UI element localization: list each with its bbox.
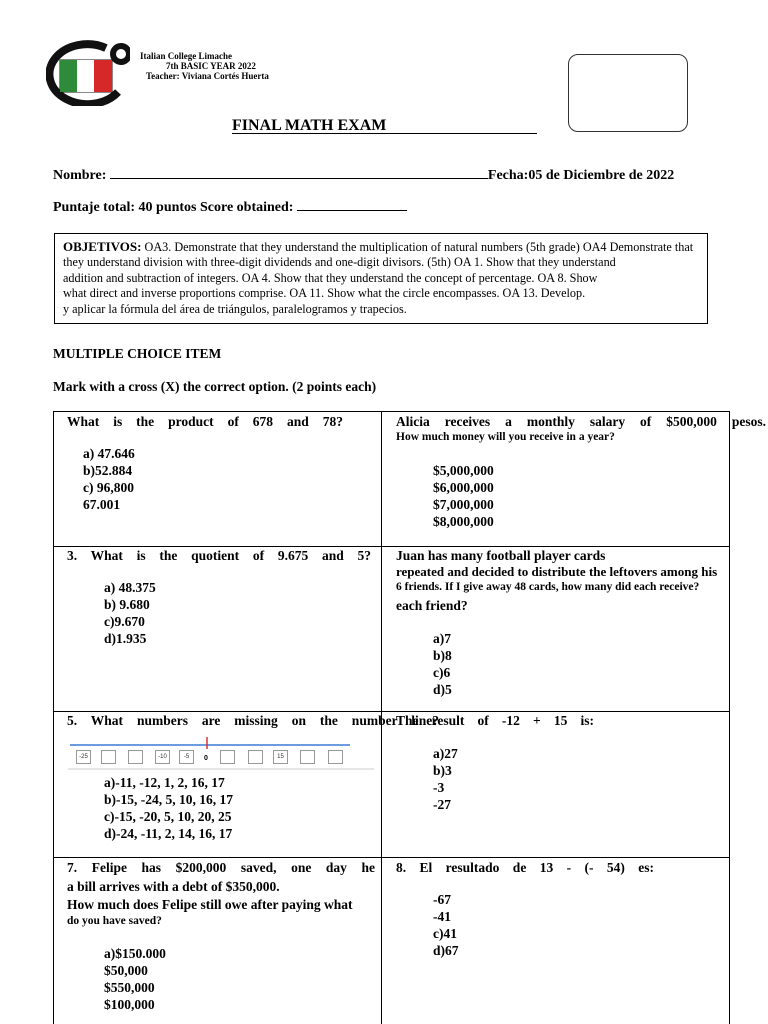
question-8-text: 8. El resultado de 13 - (- 54) es:: [396, 860, 654, 875]
option-label[interactable]: b)3: [433, 763, 452, 778]
grade-box: [568, 54, 688, 132]
school-year: 7th BASIC YEAR 2022: [166, 61, 256, 71]
option-label[interactable]: a) 48.375: [104, 580, 156, 595]
option-label[interactable]: -3: [433, 780, 445, 795]
question-6-options: [433, 745, 458, 813]
question-4-options: [433, 630, 452, 698]
exam-title: FINAL MATH EXAM: [232, 117, 387, 134]
question-8-options: [433, 891, 459, 959]
question-7-text-line3: How much does Felipe still owe after paying what: [67, 897, 353, 912]
option-label[interactable]: a)7: [433, 631, 451, 646]
grid-line-left: [53, 411, 54, 1024]
option-label[interactable]: a)$150.000: [104, 946, 166, 961]
question-1-text: What is the product of 678 and 78?: [67, 414, 343, 429]
question-2-options: [433, 462, 494, 530]
question-7-text: 7. Felipe has $200,000 saved, one day he: [67, 860, 375, 875]
question-4-text-line3: 6 friends. If I give away 48 cards, how many did each receive?: [396, 581, 700, 593]
number-line-box: [328, 750, 343, 764]
option-label[interactable]: -27: [433, 797, 451, 812]
school-name: Italian College Limache: [140, 51, 232, 61]
number-line-box: [101, 750, 116, 764]
name-blank[interactable]: [110, 167, 488, 179]
number-line-zero-label: 0: [204, 755, 208, 762]
number-line-box: -10: [155, 750, 170, 764]
grid-line-row4: [53, 857, 730, 858]
objectives-line-3: addition and subtraction of integers. OA 4. Show that they understand the concept of percentage. OA 8. Show: [63, 270, 598, 285]
score-blank[interactable]: [297, 199, 407, 211]
grid-line-right: [729, 411, 730, 1024]
option-label[interactable]: 67.001: [83, 497, 121, 512]
question-2-text: Alicia receives a monthly salary of $500,000 pesos.: [396, 414, 766, 429]
question-3-text: 3. What is the quotient of 9.675 and 5?: [67, 548, 371, 563]
section-heading: MULTIPLE CHOICE ITEM: [53, 346, 222, 361]
objectives-line-1: OA3. Demonstrate that they understand the multiplication of natural numbers (5th grade) OA4 Demonstrate that: [144, 240, 694, 254]
number-line-figure: [68, 735, 374, 773]
number-line-box: [248, 750, 263, 764]
option-label[interactable]: a)27: [433, 746, 458, 761]
name-row: [53, 167, 713, 184]
question-4-text-line4: each friend?: [396, 598, 468, 613]
option-label[interactable]: d)1.935: [104, 631, 147, 646]
option-label[interactable]: b) 9.680: [104, 597, 150, 612]
grid-line-top: [53, 411, 730, 412]
option-label[interactable]: b)-15, -24, 5, 10, 16, 17: [104, 792, 233, 807]
option-label[interactable]: d)67: [433, 943, 459, 958]
question-6-text: The result of -12 + 15 is:: [396, 713, 594, 728]
option-label[interactable]: d)5: [433, 682, 452, 697]
number-line-box: [128, 750, 143, 764]
objectives-line-4: what direct and inverse proportions comprise. OA 11. Show what the circle encompasses. OA 13. Develop.: [63, 286, 586, 301]
objectives-box: [54, 233, 708, 324]
question-5-options: [104, 774, 233, 842]
question-7-text-line2: a bill arrives with a debt of $350,000.: [67, 879, 280, 894]
option-label[interactable]: $8,000,000: [433, 514, 494, 529]
option-label[interactable]: d)-24, -11, 2, 14, 16, 17: [104, 826, 233, 841]
option-label[interactable]: $7,000,000: [433, 497, 494, 512]
school-logo: [46, 40, 130, 106]
question-4-text: Juan has many football player cards: [396, 548, 606, 563]
score-row: [53, 199, 407, 216]
number-line-box: [220, 750, 235, 764]
option-label[interactable]: c)6: [433, 665, 451, 680]
question-7-options: [104, 945, 166, 1013]
option-label[interactable]: $550,000: [104, 980, 155, 995]
objectives-line-2: they understand division with three-digit dividends and one-digit divisors. (5th) OA 1. Show that they understand: [63, 255, 616, 270]
option-label[interactable]: $6,000,000: [433, 480, 494, 495]
school-info: [140, 51, 340, 81]
option-label[interactable]: $50,000: [104, 963, 148, 978]
question-2-text-line2: How much money will you receive in a year?: [396, 431, 615, 443]
number-line-box: 15: [273, 750, 288, 764]
option-label[interactable]: $5,000,000: [433, 463, 494, 478]
question-5-text: 5. What numbers are missing on the number line?: [67, 713, 439, 728]
date-label: Fecha:05 de Diciembre de 2022: [487, 168, 675, 183]
option-label[interactable]: $100,000: [104, 997, 155, 1012]
number-line-box: -25: [76, 750, 91, 764]
option-label[interactable]: -67: [433, 892, 451, 907]
option-label[interactable]: c)-15, -20, 5, 10, 20, 25: [104, 809, 232, 824]
option-label[interactable]: c)9.670: [104, 614, 145, 629]
number-line-box: [300, 750, 315, 764]
question-7-text-line4: do you have saved?: [67, 915, 162, 927]
score-label: Puntaje total: 40 puntos Score obtained:: [53, 200, 294, 215]
teacher-name: Teacher: Viviana Cortés Huerta: [146, 71, 269, 81]
option-label[interactable]: c) 96,800: [83, 480, 134, 495]
option-label[interactable]: a)-11, -12, 1, 2, 16, 17: [104, 775, 225, 790]
question-1-options: [83, 445, 135, 513]
objectives-line-5: y aplicar la fórmula del área de triángulos, paralelogramos y trapecios.: [63, 301, 407, 316]
question-4-text-line2: repeated and decided to distribute the leftovers among his: [396, 564, 718, 579]
option-label[interactable]: c)41: [433, 926, 457, 941]
option-label[interactable]: -41: [433, 909, 451, 924]
question-3-options: [104, 579, 156, 647]
option-label[interactable]: a) 47.646: [83, 446, 135, 461]
objectives-label: OBJETIVOS:: [63, 239, 142, 254]
option-label[interactable]: b)52.884: [83, 463, 133, 478]
number-line-box: -5: [179, 750, 194, 764]
section-instruction: Mark with a cross (X) the correct option. (2 points each): [53, 379, 377, 394]
name-label: Nombre:: [53, 168, 107, 183]
option-label[interactable]: b)8: [433, 648, 452, 663]
title-underline: [232, 133, 537, 134]
